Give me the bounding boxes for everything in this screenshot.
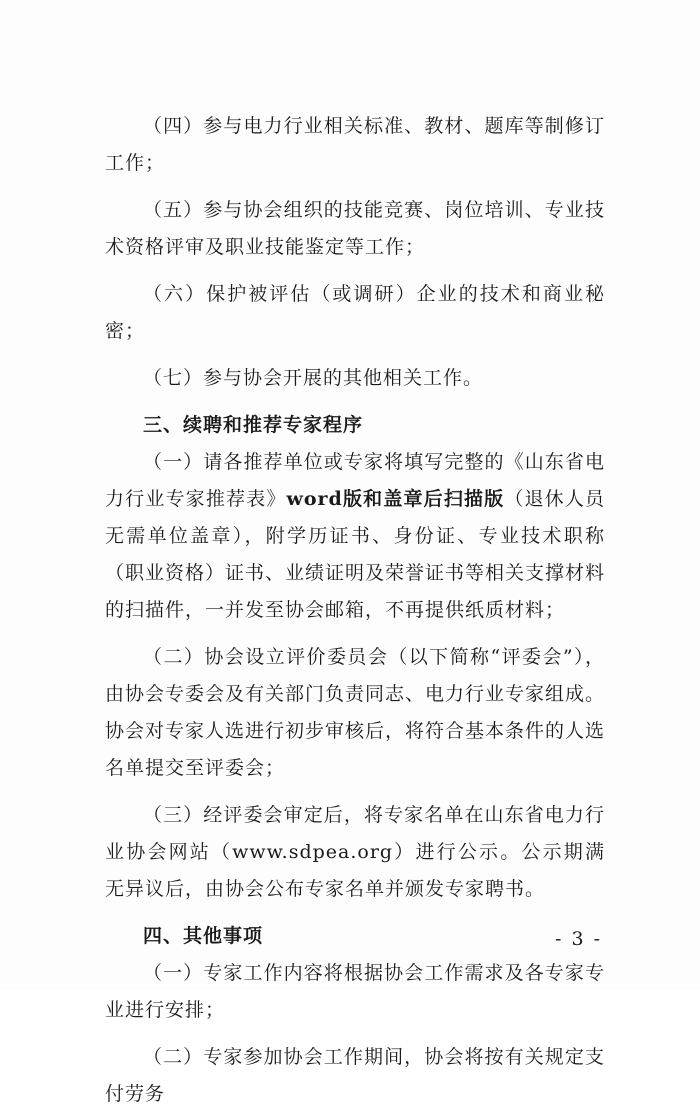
- paragraph-procedure-2: （二）协会设立评价委员会（以下简称“评委会”），由协会专委会及有关部门负责同志、电力行业专家组成。协会对专家人选进行初步审核后，将符合基本条件的人选名单提交至评委会；: [105, 646, 606, 779]
- procedure-1-text-before: （一）请各推荐单位或专家将填写完整的《山东省电力行业专家推荐表》: [105, 451, 605, 510]
- procedure-1-text-after: （退休人员无需单位盖章），附学历证书、身份证、专业技术职称（职业资格）证书、业绩证明及荣誉证书等相关支撑材料的扫描件，一并发至协会邮箱，不再提供纸质材料；: [105, 488, 606, 621]
- paragraph-other-2: （二）专家参加协会工作期间，协会将按有关规定支付劳务: [105, 1046, 605, 1105]
- paragraph-other-1: （一）专家工作内容将根据协会工作需求及各专家专业进行安排；: [105, 962, 605, 1021]
- paragraph-procedure-3: （三）经评委会审定后，将专家名单在山东省电力行业协会网站（www.sdpea.org）进行公示。公示期满无异议后，由协会公布专家名单并颁发专家聘书。: [105, 804, 605, 900]
- procedure-1-bold-text: word版和盖章后扫描版: [286, 488, 505, 510]
- page-number: - 3 -: [555, 928, 603, 950]
- section-heading-4: 四、其他事项: [143, 925, 264, 947]
- paragraph-procedure-1: [105, 444, 605, 629]
- paragraph-duty-4: （四）参与电力行业相关标准、教材、题库等制修订工作；: [105, 115, 605, 174]
- paragraph-duty-5: （五）参与协会组织的技能竞赛、岗位培训、专业技术资格评审及职业技能鉴定等工作；: [105, 199, 605, 258]
- document-body: [105, 108, 605, 1113]
- section-heading-3: 三、续聘和推荐专家程序: [143, 414, 364, 436]
- paragraph-duty-6: （六）保护被评估（或调研）企业的技术和商业秘密；: [105, 283, 605, 342]
- paragraph-duty-7: （七）参与协会开展的其他相关工作。: [143, 367, 484, 389]
